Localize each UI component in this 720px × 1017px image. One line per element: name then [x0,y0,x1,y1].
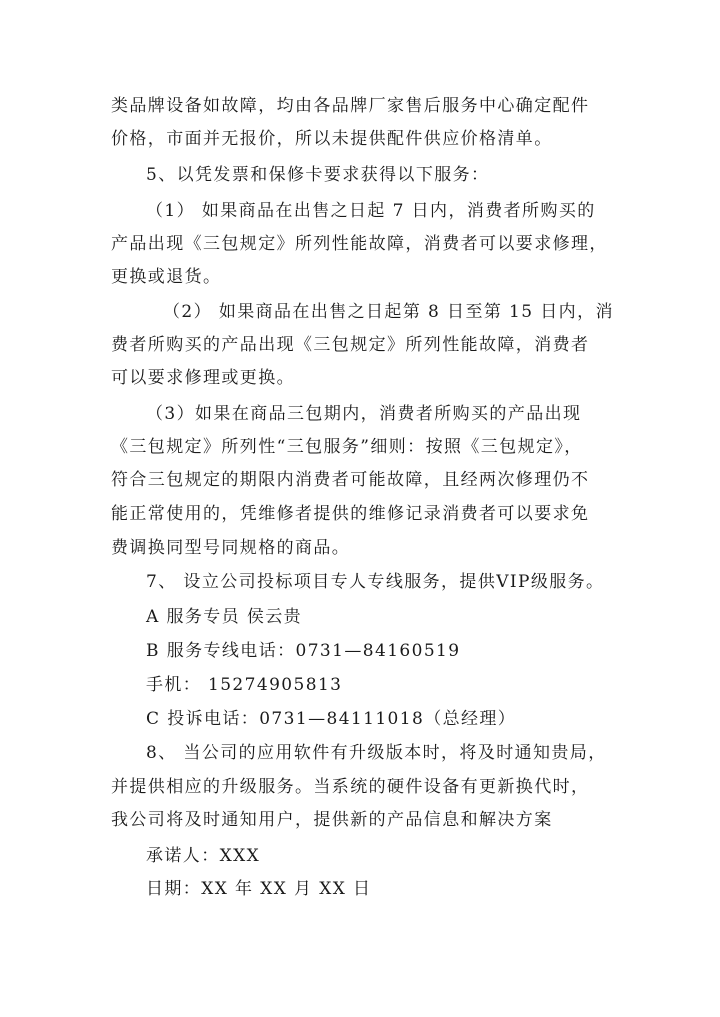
paragraph-line: （1） 如果商品在出售之日起 7 日内，消费者所购买的 [146,201,596,221]
section-heading: 7、 设立公司投标项目专人专线服务，提供VIP级服务。 [146,572,605,592]
paragraph-line: 我公司将及时通知用户，提供新的产品信息和解决方案 [111,810,553,830]
paragraph-line: 并提供相应的升级服务。当系统的硬件设备有更新换代时， [111,777,590,797]
paragraph-line: 类品牌设备如故障，均由各品牌厂家售后服务中心确定配件 [111,96,590,116]
paragraph-line: 产品出现《三包规定》所列性能故障，消费者可以要求修理， [111,234,608,254]
promisor-line: 承诺人：XXX [146,846,261,866]
section-heading: 5、以凭发票和保修卡要求获得以下服务： [146,165,490,185]
paragraph-line: 《三包规定》所列性“三包服务”细则：按照《三包规定》， [111,437,583,457]
paragraph-line: 价格，市面并无报价，所以未提供配件供应价格清单。 [111,129,553,149]
section-heading: 8、 当公司的应用软件有升级版本时，将及时通知贵局， [146,743,607,763]
paragraph-line: 费调换同型号同规格的商品。 [111,538,351,558]
date-line: 日期：XX 年 XX 月 XX 日 [146,879,372,899]
service-phone: B 服务专线电话：0731—84160519 [146,641,461,661]
paragraph-line: 更换或退货。 [111,267,222,287]
paragraph-line: 可以要求修理或更换。 [111,368,295,388]
paragraph-line: 能正常使用的，凭维修者提供的维修记录消费者可以要求免 [111,504,590,524]
paragraph-line: 费者所购买的产品出现《三包规定》所列性能故障，消费者 [111,335,590,355]
paragraph-line: （3）如果在商品三包期内，消费者所购买的产品出现 [146,404,582,424]
mobile-phone: 手机： 15274905813 [146,675,343,695]
paragraph-line: （2） 如果商品在出售之日起第 8 日至第 15 日内，消 [163,302,614,322]
complaint-phone: C 投诉电话：0731—84111018（总经理） [146,709,517,729]
contact-person: A 服务专员 侯云贵 [146,607,303,627]
paragraph-line: 符合三包规定的期限内消费者可能故障，且经两次修理仍不 [111,470,590,490]
